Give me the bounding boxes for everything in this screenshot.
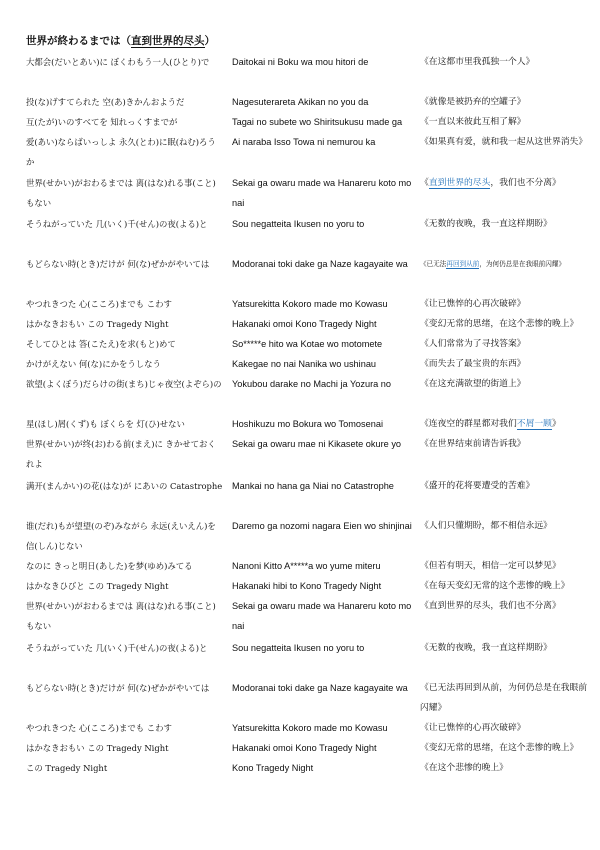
chinese-line: 《一直以来彼此互相了解》 <box>420 117 526 127</box>
japanese-line: もどらない時(とき)だけが 何(な)ぜかがやいては <box>26 259 210 269</box>
japanese-line: 欲望(よくぼう)だらけの街(まち)じゃ夜空(よぞら)の <box>26 379 222 389</box>
chinese-suffix: 》 <box>551 419 561 429</box>
japanese-line: やつれきつた 心(こころ)までも こわす <box>26 723 172 733</box>
japanese-line: 满开(まんかい)の花(はな)が にあいの Catastrophe <box>26 481 223 491</box>
romaji-line: Kono Tragedy Night <box>232 763 314 773</box>
chinese-link[interactable]: 再回到从前 <box>446 260 480 268</box>
romaji-line: Yatsurekitta Kokoro made mo Kowasu <box>232 299 388 309</box>
chinese-line: 《在世界结束前请告诉我》 <box>420 439 526 449</box>
chinese-line: 《在这充满欲望的街道上》 <box>420 379 526 389</box>
romaji-line: Hakanaki omoi Kono Tragedy Night <box>232 743 377 753</box>
japanese-line: 星(ほし)屑(くず)も ぼくらを 灯(ひ)せない <box>26 419 185 429</box>
chinese-line: 《如果真有爱，就和我一起从这世界消失》 <box>420 137 588 147</box>
chinese-line <box>420 414 592 434</box>
japanese-line: そうねがっていた 几(いく)千(せん)の夜(よる)と <box>26 219 208 229</box>
chinese-suffix: ，我们也不分离》 <box>490 178 561 188</box>
chinese-prefix: 《 <box>420 178 429 188</box>
japanese-line: 爱(あい)ならばいっしよ 永久(とわ)に眠(ねむ)ろうか <box>26 137 216 167</box>
romaji-line: Yatsurekitta Kokoro made mo Kowasu <box>232 723 388 733</box>
japanese-line: はかなきひびと この Tragedy Night <box>26 581 169 591</box>
romaji-line: Hoshikuzu mo Bokura wo Tomosenai <box>232 419 383 429</box>
japanese-line: はかなきおもい この Tragedy Night <box>26 743 169 753</box>
chinese-line: 《变幻无常的思绪，在这个悲惨的晚上》 <box>420 319 579 329</box>
romaji-line: Yokubou darake no Machi ja Yozura no <box>232 379 392 389</box>
romaji-line: So*****e hito wa Kotae wo motomete <box>232 339 383 349</box>
romaji-line: Sekai ga owaru mae ni Kikasete okure yo <box>232 439 402 449</box>
title-prefix: 世界が終わるまでは（ <box>26 35 131 47</box>
japanese-line: もどらない時(とき)だけが 何(な)ぜかがやいては <box>26 683 210 693</box>
chinese-link[interactable]: 不屑一顾 <box>516 419 552 429</box>
chinese-line: 《已无法再回到从前，为何仍总是在我眼前闪耀》 <box>420 683 588 713</box>
chinese-line: 《变幻无常的思绪，在这个悲惨的晚上》 <box>420 743 579 753</box>
japanese-line: 谁(だれ)もが望望(のぞ)みながら 永远(えいえん)を信(しん)じない <box>26 521 216 551</box>
japanese-line: かけがえない 何(な)にかをうしなう <box>26 359 161 369</box>
romaji-line: Hakanaki hibi to Kono Tragedy Night <box>232 581 382 591</box>
romaji-line: Sekai ga owaru made wa Hanareru koto mo nai <box>232 601 412 631</box>
page-title <box>26 33 215 48</box>
chinese-prefix: 《连夜空的群星都对我们 <box>420 419 517 429</box>
chinese-line <box>420 254 592 274</box>
japanese-line: 大都会(だいとあい)に ぼくわもう一人(ひとり)で <box>26 57 210 67</box>
romaji-line: Modoranai toki dake ga Naze kagayaite wa <box>232 259 408 269</box>
japanese-line: そしてひとは 答(こたえ)を求(もと)めて <box>26 339 176 349</box>
chinese-line: 《无数的夜晚，我一直这样期盼》 <box>420 643 552 653</box>
chinese-line: 《在每天变幻无常的这个悲惨的晚上》 <box>420 581 570 591</box>
japanese-line: なのに きっと明日(あした)を梦(ゆめ)みてる <box>26 561 193 571</box>
romaji-line: Daitokai ni Boku wa mou hitori de <box>232 57 369 67</box>
chinese-line: 《就像是被扔弃的空罐子》 <box>420 97 526 107</box>
chinese-line: 《人们只懂期盼，都不相信永远》 <box>420 521 552 531</box>
japanese-line: やつれきつた 心(こころ)までも こわす <box>26 299 172 309</box>
title-highlight: 直到世界的尽头 <box>131 35 205 47</box>
chinese-suffix: ，为何仍总是在我眼前闪耀》 <box>479 260 566 268</box>
japanese-line: そうねがっていた 几(いく)千(せん)の夜(よる)と <box>26 643 208 653</box>
chinese-line: 《而失去了最宝贵的东西》 <box>420 359 526 369</box>
japanese-line: 世界(せかい)が终(お)わる前(まえ)に きかせておくれよ <box>26 439 216 469</box>
japanese-line: 投(な)げすてられた 空(あ)きかんおようだ <box>26 97 185 107</box>
romaji-line: Mankai no hana ga Niai no Catastrophe <box>232 481 394 491</box>
japanese-line: 世界(せかい)がおわるまでは 离(はな)れる事(こと)もない <box>26 178 216 208</box>
romaji-line: Kakegae no nai Nanika wo ushinau <box>232 359 377 369</box>
romaji-line: Modoranai toki dake ga Naze kagayaite wa <box>232 683 408 693</box>
chinese-line: 《让已憔悴的心再次破碎》 <box>420 299 526 309</box>
chinese-line: 《盛开的花将要遭受的苦难》 <box>420 481 535 491</box>
chinese-line <box>420 173 592 193</box>
romaji-line: Sekai ga owaru made wa Hanareru koto mo nai <box>232 178 412 208</box>
chinese-line: 《在这个悲惨的晚上》 <box>420 763 508 773</box>
romaji-line: Nagesuteraretа Akikan no you da <box>232 97 369 107</box>
romaji-line: Sou negatteita Ikusen no yoru to <box>232 643 365 653</box>
japanese-line: 世界(せかい)がおわるまでは 离(はな)れる事(こと)もない <box>26 601 216 631</box>
romaji-line: Hakanaki omoi Kono Tragedy Night <box>232 319 377 329</box>
romaji-line: Daremo ga nozomi nagara Eien wo shinjinai <box>232 521 412 531</box>
chinese-line: 《直到世界的尽头，我们也不分离》 <box>420 601 561 611</box>
japanese-line: この Tragedy Night <box>26 763 108 773</box>
chinese-line: 《人们常常为了寻找答案》 <box>420 339 526 349</box>
chinese-prefix: 《已无法 <box>420 260 447 268</box>
chinese-line: 《但若有明天，相信一定可以梦见》 <box>420 561 561 571</box>
japanese-line: はかなきおもい この Tragedy Night <box>26 319 169 329</box>
chinese-line: 《无数的夜晚，我一直这样期盼》 <box>420 219 552 229</box>
romaji-line: Nanoni Kitto A*****a wo yume miteru <box>232 561 381 571</box>
chinese-line: 《在这都市里我孤独一个人》 <box>420 57 535 67</box>
chinese-link[interactable]: 直到世界的尽头 <box>428 178 491 188</box>
romaji-line: Sou negatteita Ikusen no yoru to <box>232 219 365 229</box>
chinese-line: 《让已憔悴的心再次破碎》 <box>420 723 526 733</box>
title-suffix: ） <box>204 35 215 47</box>
romaji-line: Ai naraba Isso Towa ni nemurou ka <box>232 137 376 147</box>
japanese-line: 互(たが)いのすべてを 知れっくすまでが <box>26 117 178 127</box>
romaji-line: Tagai no subete wo Shiritsukusu made ga <box>232 117 403 127</box>
